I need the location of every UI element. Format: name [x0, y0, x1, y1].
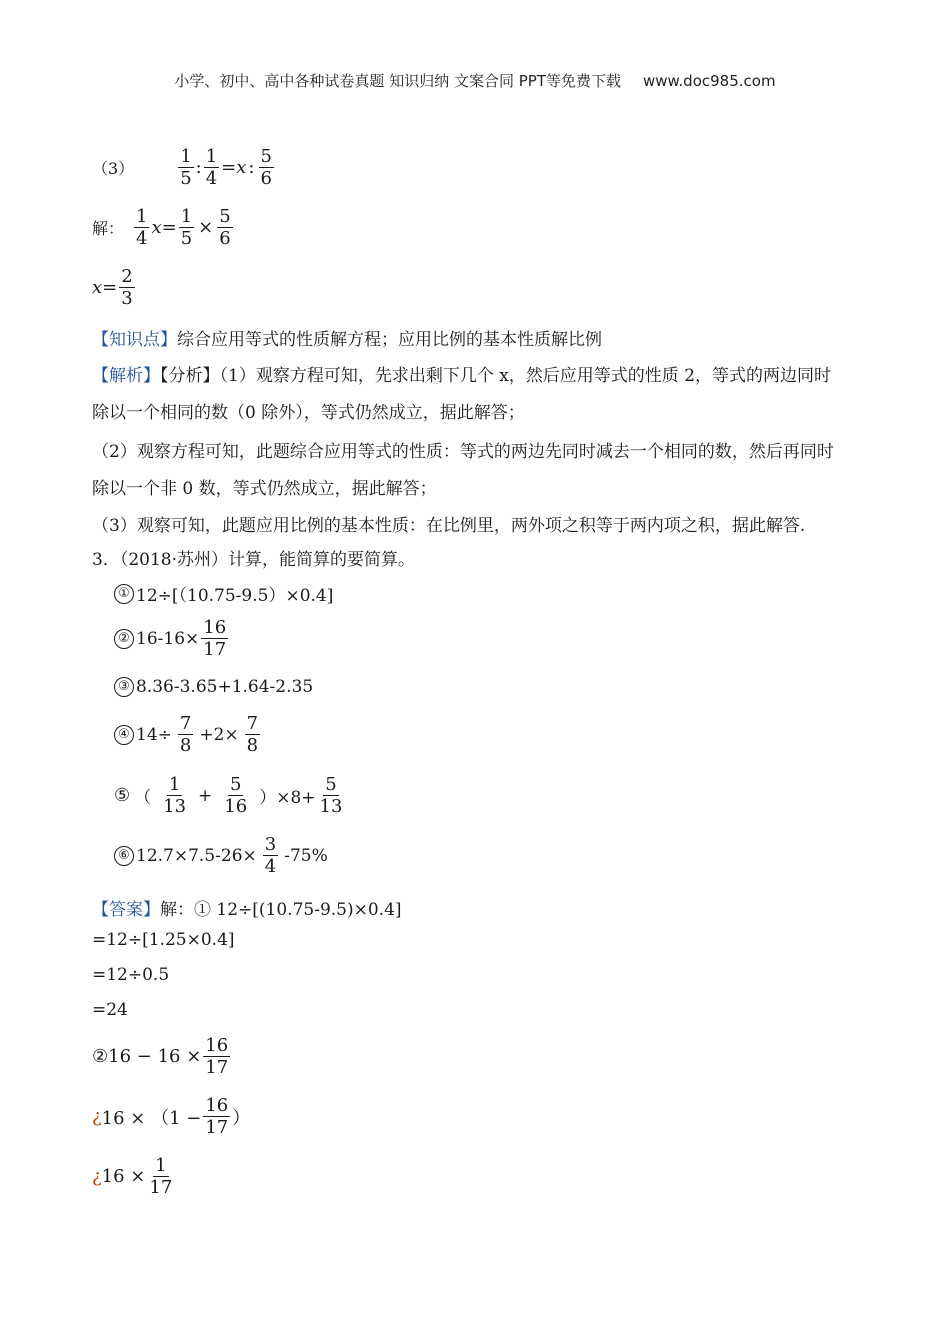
fraction: $\frac{5}{6}$	[260, 146, 272, 189]
answer-step: =12÷0.5	[92, 965, 170, 985]
knowledge-point	[92, 325, 602, 350]
equals-sign: =	[221, 157, 237, 178]
solution-result	[92, 266, 137, 309]
fraction: $\frac{1}{5}$	[180, 146, 192, 189]
header-url[interactable]: www.doc985.com	[642, 72, 776, 90]
variable-x: x	[236, 157, 247, 178]
variable-x: x	[151, 217, 162, 238]
replacement-glyph: ¿	[92, 1106, 102, 1127]
knowledge-text: 综合应用等式的性质解方程；应用比例的基本性质解比例	[177, 330, 602, 350]
question-3-title: 3．（2018·苏州）计算，能简算的要简算。	[92, 550, 415, 570]
fraction: $\frac{16}{17}$	[205, 1095, 229, 1138]
answer-2-step-2: ¿ 16 × （1 − $\frac{16}{17}$ ）	[92, 1095, 251, 1138]
answer-step: =12÷[1.25×0.4]	[92, 930, 235, 950]
fraction: $\frac{2}{3}$	[121, 266, 133, 309]
item-number: ⑤	[114, 785, 131, 806]
equals-sign: =	[102, 277, 118, 298]
fraction: $\frac{1}{13}$	[163, 774, 187, 817]
analysis-line-4: 除以一个非 0 数，等式仍然成立，据此解答；	[92, 479, 437, 499]
item-number: ②	[92, 1046, 109, 1067]
item-number: ②	[114, 629, 134, 649]
fraction: $\frac{16}{17}$	[205, 1035, 229, 1078]
analysis-line-2: 除以一个相同的数（0 除外），等式仍然成立，据此解答；	[92, 403, 525, 423]
fraction: $\frac{3}{4}$	[264, 834, 277, 877]
times-sign: ×	[198, 217, 214, 238]
answer-step: =24	[92, 1000, 128, 1020]
analysis-line-5: （3）观察可知，此题应用比例的基本性质：在比例里，两外项之积等于两内项之积，据此解答.	[92, 516, 806, 536]
fraction: $\frac{5}{6}$	[219, 206, 231, 249]
item-number: ④	[114, 725, 134, 745]
header-title: 小学、初中、高中各种试卷真题 知识归纳 文案合同 PPT等免费下载	[174, 72, 621, 90]
analysis-tag: 【解析】	[92, 366, 160, 386]
page-header	[0, 70, 950, 91]
fraction: $\frac{16}{17}$	[203, 617, 227, 660]
item-number: ①	[114, 584, 134, 604]
analysis-line-1: 【解析】【分析】（1）观察方程可知，先求出剩下几个 x，然后应用等式的性质 2，等式的两边同时	[92, 366, 832, 386]
fraction: $\frac{1}{4}$	[136, 206, 148, 249]
fraction: $\frac{7}{8}$	[179, 713, 192, 756]
question-item-3	[114, 677, 313, 697]
equals-sign: =	[161, 217, 177, 238]
fraction: $\frac{1}{17}$	[149, 1155, 173, 1198]
variable-x: x	[92, 277, 103, 298]
question-item-6: ⑥ 12.7×7.5-26× $\frac{3}{4}$ -75%	[114, 834, 328, 877]
knowledge-tag: 【知识点】	[92, 330, 177, 350]
answer-tag: 【答案】	[92, 900, 160, 920]
fraction: $\frac{7}{8}$	[246, 713, 259, 756]
fraction: $\frac{5}{16}$	[224, 774, 248, 817]
answer-2-step-3: ¿ 16 × $\frac{1}{17}$	[92, 1155, 173, 1198]
question-item-2: ② 16-16× $\frac{16}{17}$	[114, 617, 230, 660]
question-item-5: ⑤ （ $\frac{1}{13}$ + $\frac{5}{16}$ ）×8+ $\frac{5}{13}$	[114, 774, 343, 817]
item-expression: 12÷[（10.75-9.5）×0.4]	[136, 586, 334, 606]
analysis-line-3: （2）观察方程可知，此题综合应用等式的性质：等式的两边先同时减去一个相同的数，然后再同时	[92, 442, 834, 462]
fraction: $\frac{5}{13}$	[319, 774, 343, 817]
item-number: ③	[114, 677, 134, 697]
fraction: $\frac{1}{5}$	[180, 206, 193, 249]
item-number: ⑥	[114, 846, 134, 866]
answer-2-step-1: ② 16 − 16 × $\frac{16}{17}$	[92, 1035, 229, 1078]
answer-lead: 【答案】解：① 12÷[(10.75-9.5)×0.4]	[92, 900, 402, 920]
question-item-1	[114, 581, 333, 606]
item-expression: 8.36-3.65+1.64-2.35	[136, 677, 314, 697]
problem-3-proportion	[92, 146, 276, 189]
question-item-4: ④ 14÷ $\frac{7}{8}$ +2× $\frac{7}{8}$	[114, 713, 266, 756]
solution-step-1	[92, 206, 235, 249]
ratio-colon: :	[195, 157, 202, 178]
problem-label: （3）	[92, 159, 135, 178]
ratio-colon: :	[248, 157, 255, 178]
solution-label: 解：	[92, 219, 125, 238]
fraction: $\frac{1}{4}$	[205, 146, 218, 189]
replacement-glyph: ¿	[92, 1166, 102, 1187]
